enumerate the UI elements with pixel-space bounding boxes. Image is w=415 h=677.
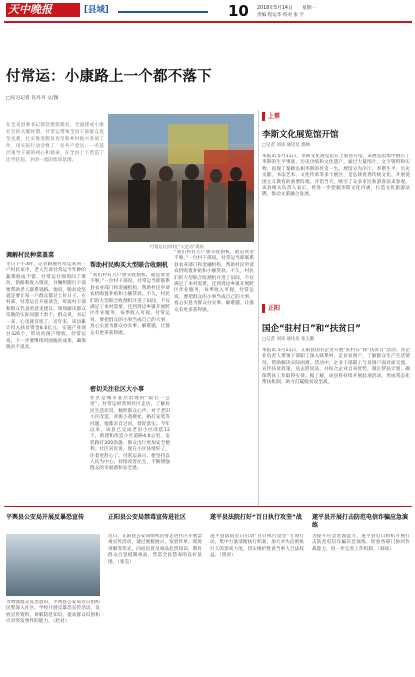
tag-shangcai xyxy=(262,112,415,121)
right-top-title: 李斯文化展览馆开馆 xyxy=(262,130,339,140)
bottom-box-3-title: 遂平县法院打好“百日执行攻坚”战 xyxy=(210,514,302,521)
lead-byline: □见习记者 肖丹丹 文/图 xyxy=(6,96,59,101)
section-text-2a: “我们村有几户想买收割机，就是资金不够。”一位村干部说。付常运当即联系县农业部门和金融机构，帮助村民申请农机购置补贴和小额贷款。不久，村民们的大型联合收割机开进了田间，不仅满足了本村需要，还到周边乡镇开展跨区作业服务，每季收入可观。付常运说，要把群众的小事当成自己的大事，真心实意为群众办实事、解难题，让群众有更多获得感。 xyxy=(90,273,170,336)
section-label: [县域] xyxy=(84,5,109,15)
masthead xyxy=(0,0,415,22)
bottom-box-1-photo xyxy=(6,534,100,596)
section-text-1: 冬日下午3时，记者跟随付常运来到一户村民家中，老人告诉付常运今年种的蔬菜收成不错。付常运仔细询问了菜价、销路和收入情况，并嘱咐随行干部要帮助老人联系销路。他说，脱贫攻坚就是要让每一户群众都过上好日子。在村部，付常运召开座谈会，听取村干部和群众代表的意见建议，现场解决群众反映的实际问题十余个。群众说，书记一来，心里就有底了。近年来，该县累计投入扶贫资金8.6亿元，实施产业项目326个，带动贫困户增收。付常运说，下一步要继续巩固脱贫成果，确保脱贫不返贫。 xyxy=(6,262,86,351)
bottom-box-1-title: 平舆县公安局开展反暴恐宣传 xyxy=(6,514,85,521)
right-mid-byline: □记者 刘涛 通讯员 张玉勤 xyxy=(262,337,315,342)
section-text-extra: “我们村有几户想买收割机，就是资金不够。”一位村干部说。付常运当即联系县农业部门和金融机构，帮助村民申请农机购置补贴和小额贷款。不久，村民们的大型联合收割机开进了田间，不仅满足了本村需要，还到周边乡镇开展跨区作业服务，每季收入可观。付常运说，要把群众的小事当成自己的大事，真心实意为群众办实事、解难题，让群众有更多获得感。 xyxy=(174,250,254,313)
tag-zhengyang xyxy=(262,304,415,313)
bottom-rule xyxy=(4,506,412,507)
masthead-rule xyxy=(4,21,412,23)
bottom-box-1-text: 为增强群众反恐意识，平舆县公安局近日组织民警深入社区、学校开展反暴恐宣传活动，发放宣传资料，讲解防范知识，提高群众识别和应对突发事件的能力。（赵君） xyxy=(6,600,100,625)
tag-zhengyang-label: 正阳 xyxy=(268,305,281,312)
bottom-box-2-title: 正阳县公安局禁毒宣传进社区 xyxy=(108,514,187,521)
right-mid-title: 国企“驻村日”和“扶贫日” xyxy=(262,324,361,334)
right-mid-text: 本报讯 5月11日，正阳县国有企业开展“驻村日”和“扶贫日”活动。各企业负责人带领干部职工深入联系村，走访贫困户，了解群众生产生活情况，帮助解决实际困难。活动中，企业干部职工与贫困户面对面交流，宣传扶贫政策，送去慰问品，并结合企业自身优势，制定帮扶计划，确保帮扶工作取得实效。据了解，该县将持续开展此项活动，形成常态化帮扶机制，助力打赢脱贫攻坚战。 xyxy=(262,348,410,386)
lead-photo xyxy=(108,114,254,242)
right-top-text: 本报讯 5月11日，李斯文化展览馆在上蔡县开馆。该展览馆集中展示了李斯的生平事迹、历史功绩和文化遗产，通过大量图片、文字资料和实物，再现了秦朝丞相李斯的传奇一生。展馆分为序厅、李斯生平、历史贡献、书法艺术、文化传承等多个展区，是弘扬优秀传统文化、开展爱国主义教育的重要阵地。开馆当天，吸引了众多市民和游客前来参观。该县相关负责人表示，将进一步挖掘李斯文化内涵，打造文化旅游品牌，推动文旅融合发展。 xyxy=(262,154,410,198)
right-top-byline: □记者 刘涛 通讯员 郭峰 xyxy=(262,143,310,148)
bottom-box-2-text: 近日，正阳县公安局组织民警走进社区开展禁毒宣传活动，通过展板展示、发放传单、现场讲解等形式，向居民普及毒品危害知识，教育群众自觉抵制毒品，营造全民禁毒的良好氛围。（张昊） xyxy=(108,534,202,565)
photo-caption: 付常运(右四)在“大走访”现场 xyxy=(150,244,204,249)
section-title-2: 帮助村民购买大型联合收割机 xyxy=(90,262,169,269)
bottom-box-4-title: 遂平县开展打击防范电信诈骗应急演练 xyxy=(312,514,409,529)
bottom-box-1 xyxy=(4,512,102,672)
bottom-box-3 xyxy=(208,512,306,672)
bottom-box-3-text: 遂平县法院近日启动“百日执行攻坚”专项行动，集中力量清理执行积案，加大对失信被执行人的惩戒力度，切实维护胜诉当事人合法权益。（周涛） xyxy=(210,534,304,559)
editor-line: 责编 程运华 校对 张 宇 xyxy=(257,13,305,18)
weekday: 星期一 xyxy=(302,6,317,11)
bottom-box-4 xyxy=(310,512,412,672)
bottom-box-4-text: 为提升应急处置能力，遂平县近日组织开展打击防范电信诈骗应急演练，检验各部门协同作战能力，进一步完善工作机制。（韩冰） xyxy=(312,534,410,552)
lead-intro: 在全省县委书记抓党建促脱贫、全面建成小康社会的关键时期，付常运带领全县干部群众攻坚克难，扎实推进脱贫攻坚和乡村振兴各项工作，用实际行动诠释了一名共产党员、一名基层领导干部的初心和使命，在全县上下营造了比学赶超、争创一流的浓厚氛围。 xyxy=(6,123,104,163)
section-title-1: 调解村民种菜盖菜 xyxy=(6,252,55,259)
tag-shangcai-label: 上蔡 xyxy=(268,113,281,120)
section-title-3: 密切关注社区大小事 xyxy=(90,386,145,393)
section-text-3: 社区是城市基层治理的“最后一公里”。付常运经常到社区走访，了解居民生活状况，倾听群众心声。对于老旧小区改造、背街小巷硬化、路灯安装等问题，他都亲自过问、督促落实。今年以来，该县已完成老旧小区改造12个，新建和改造小区道路4.6公里，安装路灯300余盏，群众出行更加安全便利。社区居民说，现在小区环境好了，住着更舒心了。付常运表示，要坚持以人民为中心，持续改善民生，不断增强群众的幸福感和安全感。 xyxy=(90,396,170,472)
page-number: 10 xyxy=(228,2,249,20)
lead-headline: 付常运：小康路上一个都不落下 xyxy=(6,69,212,85)
column-divider xyxy=(258,110,259,506)
logo-text: 天中晚报 xyxy=(8,3,52,16)
bottom-box-2 xyxy=(106,512,204,672)
section-underline xyxy=(118,11,208,13)
issue-date: 2018年5月14日 xyxy=(257,6,293,11)
